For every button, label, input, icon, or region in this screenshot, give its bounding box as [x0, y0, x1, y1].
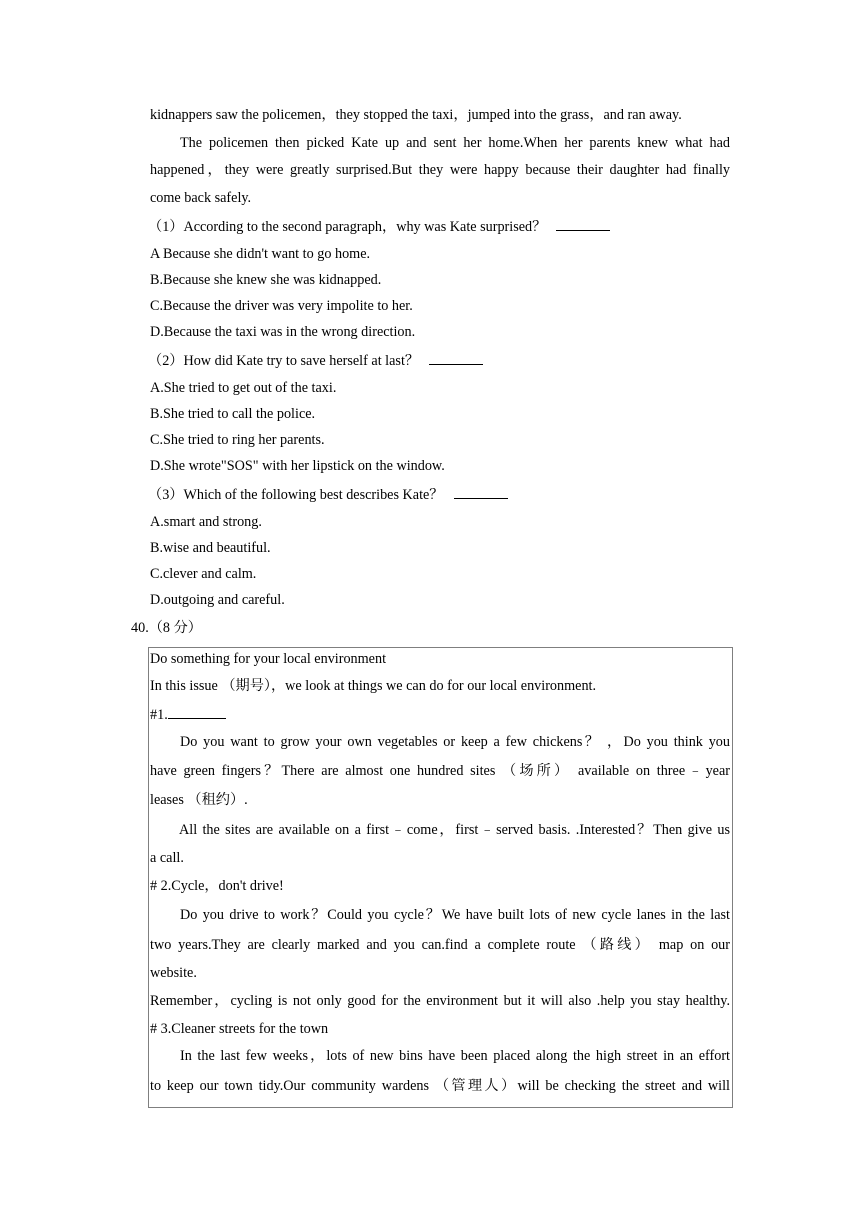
option: D.She wrote"SOS" with her lipstick on the window.: [150, 458, 445, 474]
box-intro: In this issue （期号），we look at things we can do for our local environment.: [150, 678, 597, 694]
question-stem: [148, 216, 610, 237]
option: D.outgoing and careful.: [150, 592, 285, 608]
question-text: （3）Which of the following best describes Kate？: [148, 487, 444, 503]
passage-line: happened，they were greatly surprised.But they were happy because their daughter had finally: [150, 162, 730, 178]
answer-blank[interactable]: [454, 484, 508, 499]
question-stem: [148, 484, 508, 505]
section-heading: # 2.Cycle，don't drive!: [150, 878, 284, 894]
option: B.She tried to call the police.: [150, 406, 316, 422]
box-line: Do you drive to work？Could you cycle？We have built lots of new cycle lanes in the last: [180, 907, 730, 923]
box-line: two years.They are clearly marked and you can.find a complete route （路线） map on our: [150, 937, 730, 953]
option: D.Because the taxi was in the wrong direction.: [150, 324, 416, 340]
passage-line: come back safely.: [150, 190, 252, 206]
option: C.She tried to ring her parents.: [150, 432, 325, 448]
option: A Because she didn't want to go home.: [150, 246, 371, 262]
question-text: （2）How did Kate try to save herself at last？: [148, 353, 420, 369]
option: B.Because she knew she was kidnapped.: [150, 272, 382, 288]
box-line: website.: [150, 965, 197, 981]
passage-line: The policemen then picked Kate up and sent her home.When her parents knew what had: [180, 135, 730, 151]
question-text: （1）According to the second paragraph，why was Kate surprised？: [148, 219, 547, 235]
box-line: a call.: [150, 850, 184, 866]
passage-line: kidnappers saw the policemen，they stopped the taxi，jumped into the grass，and ran away.: [150, 107, 682, 123]
answer-blank[interactable]: [429, 350, 483, 365]
option: C.clever and calm.: [150, 566, 257, 582]
section-heading: # 3.Cleaner streets for the town: [150, 1021, 329, 1037]
section-number: #1.: [150, 707, 168, 723]
box-line: All the sites are available on a first﹣come，first﹣served basis. .Interested？Then give us: [179, 822, 730, 838]
box-line: to keep our town tidy.Our community wardens （管理人）will be checking the street and will: [150, 1078, 730, 1094]
option: A.smart and strong.: [150, 514, 262, 530]
box-line: have green fingers？There are almost one hundred sites （场所） available on three﹣year: [150, 763, 730, 779]
answer-blank[interactable]: [168, 704, 226, 719]
box-line: leases （租约）.: [150, 792, 248, 808]
question-stem: [148, 350, 483, 371]
option: B.wise and beautiful.: [150, 540, 271, 556]
box-line: Do you want to grow your own vegetables or keep a few chickens？ ，Do you think you: [180, 734, 730, 750]
option: C.Because the driver was very impolite to her.: [150, 298, 413, 314]
section-heading: [150, 704, 226, 725]
option: A.She tried to get out of the taxi.: [150, 380, 337, 396]
question-number: 40.（8 分）: [131, 620, 202, 636]
answer-blank[interactable]: [556, 216, 610, 231]
box-line: In the last few weeks，lots of new bins have been placed along the high street in an effort: [180, 1048, 730, 1064]
box-line: Remember，cycling is not only good for the environment but it will also .help you stay healthy.: [150, 993, 730, 1009]
box-title: Do something for your local environment: [150, 651, 387, 667]
